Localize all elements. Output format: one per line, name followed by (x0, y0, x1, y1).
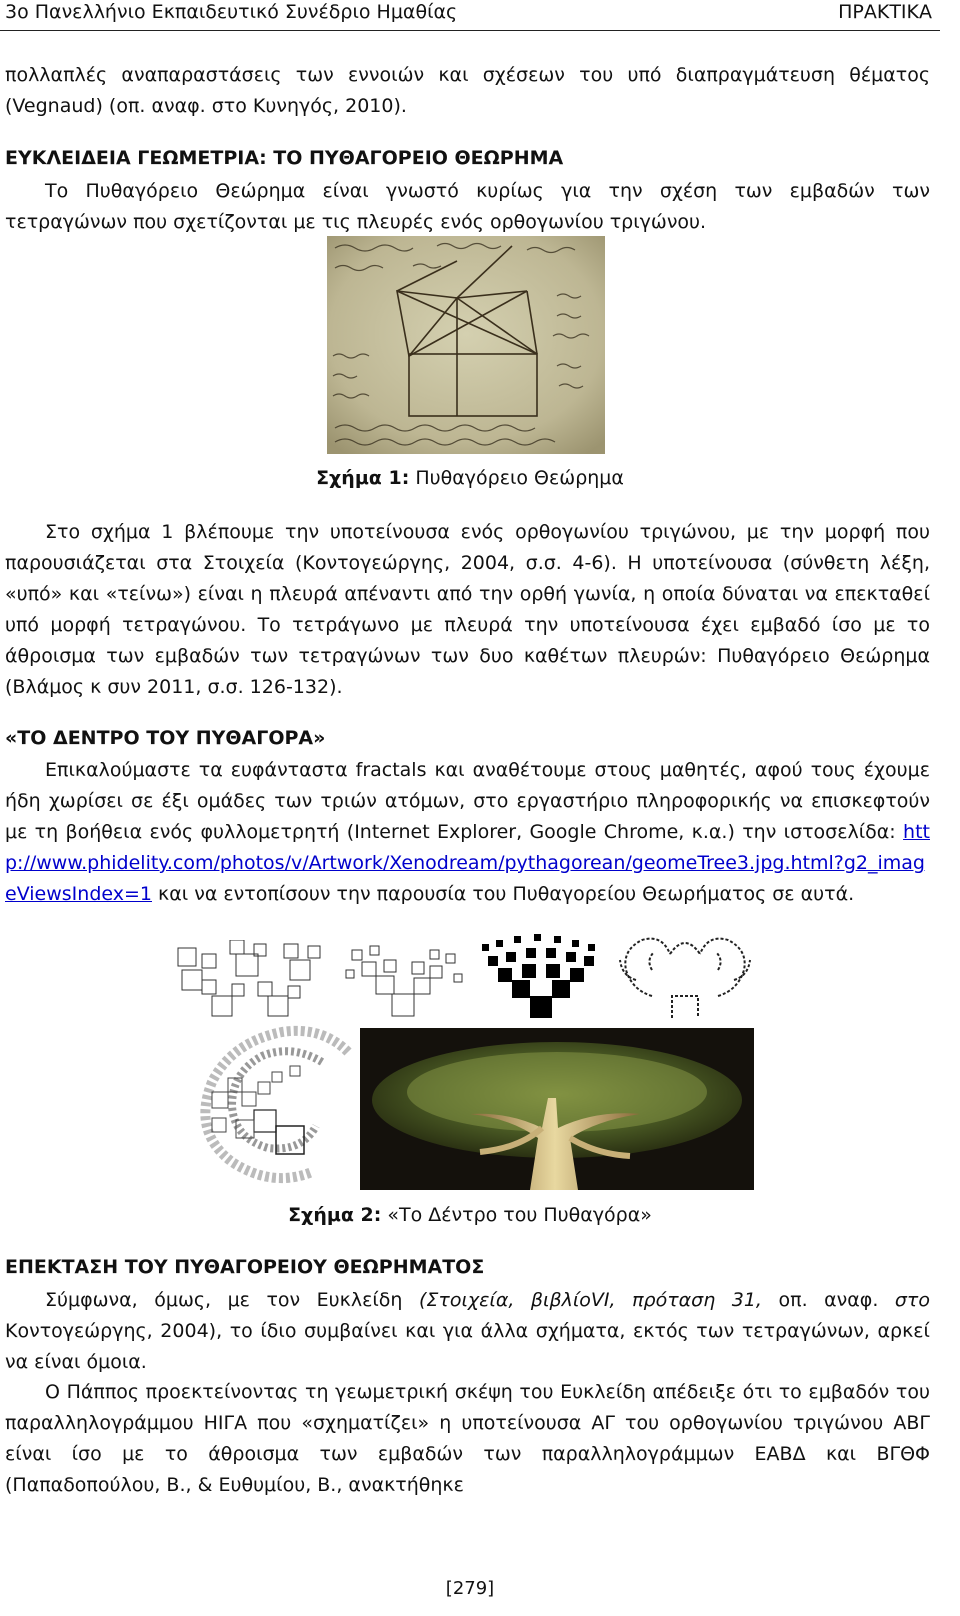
intro-paragraph: πολλαπλές αναπαραστάσεις των εννοιών και σχέσεων του υπό διαπραγμάτευση θέματος (Vegnaud) (οπ. αναφ. στο Κυνηγός, 2010). (5, 64, 930, 117)
figure-2-tree-stage-2 (342, 940, 470, 1018)
figure-2-tree-stage-4-lace (612, 930, 758, 1020)
figure-2-caption-label: Σχήμα 2: (288, 1204, 382, 1226)
figure-2-spiral-fractal (172, 1022, 354, 1192)
figure-2-tree-stage-3-black (478, 930, 606, 1020)
figure-1-caption-label: Σχήμα 1: (316, 467, 410, 489)
pythagorean-intro-paragraph: Το Πυθαγόρειο Θεώρημα είναι γνωστό κυρίως για την σχέση των εμβαδών των τετραγώνων που σχετίζονται με τις πλευρές ενός ορθογωνίου τριγώνου. (5, 180, 930, 233)
euclid-citation-italic: (Στοιχεία, βιβλίοVI, πρόταση 31, (418, 1289, 762, 1311)
figure-2-tree-stage-1 (172, 940, 334, 1018)
proceedings-label: ΠΡΑΚΤΙΚΑ (838, 1, 932, 23)
euclid-citation-italic-2: στο (894, 1289, 930, 1311)
section-heading-pythagoras-tree: «ΤΟ ΔΕΝΤΡΟ ΤΟΥ ΠΥΘΑΓΟΡΑ» (5, 727, 326, 749)
euclid-paragraph-text-3: Κοντογεώργης, 2004), το ίδιο συμβαίνει και για άλλα σχήματα, εκτός των τετραγώνων, αρκεί να είναι όμοια. (5, 1320, 930, 1373)
hypotenuse-paragraph: Στο σχήμα 1 βλέπουμε την υποτείνουσα ενός ορθογωνίου τριγώνου, με την μορφή που παρουσιάζεται στα Στοιχεία (Κοντογεώργης, 2004, σ.σ. 4-6). Η υποτείνουσα (σύνθετη λέξη, «υπό» και «τείνω») είναι η πλευρά απέναντι από την ορθή γωνία, η οποία δύναται να επεκταθεί υπό μορφή τετραγώνου. Το τετράγωνο με πλευρά την υποτείνουσα έχει εμβαδό ίσο με το άθροισμα των εμβαδών των τετραγώνων των δυο καθέτων πλευρών: Πυθαγόρειο Θεώρημα (Βλάμος κ συν 2011, σ.σ. 126-132). (5, 521, 930, 698)
fractals-paragraph-text: Επικαλούμαστε τα ευφάνταστα fractals και αναθέτουμε στους μαθητές, αφού τους έχουμε ήδη χωρίσει σε έξι ομάδες των τριών ατόμων, στο εργαστήριο πληροφορικής να επισκεφτούν με τη βοήθεια ενός φυλλομετρητή (Internet Explorer, Google Chrome, κ.α.) την ιστοσελίδα: (5, 759, 930, 843)
figure-1-manuscript-image (327, 236, 605, 454)
fractals-paragraph (5, 755, 930, 910)
page-number: [279] (445, 1578, 495, 1599)
euclid-paragraph-text-2: οπ. αναφ. (761, 1289, 895, 1311)
euclid-paragraph-text-1: Σύμφωνα, όμως, με τον Ευκλείδη (45, 1289, 419, 1311)
section-heading-euclidean: ΕΥΚΛΕΙΔΕΙΑ ΓΕΩΜΕΤΡΙΑ: ΤΟ ΠΥΘΑΓΟΡΕΙΟ ΘΕΩΡΗΜΑ (5, 147, 564, 169)
page-header (0, 0, 940, 31)
fractals-paragraph-end: και να εντοπίσουν την παρουσία του Πυθαγορείου Θεωρήματος σε αυτά. (152, 883, 855, 905)
phidelity-link[interactable]: http://www.phidelity.com/photos/v/Artwork/Xenodream/pythagorean/geomeTree3.jpg.html?g2_imageViewsIndex=1 (5, 821, 930, 905)
figure-2-caption (0, 1204, 940, 1226)
pappus-paragraph: Ο Πάππος προεκτείνοντας τη γεωμετρική σκέψη του Ευκλείδη απέδειξε ότι το εμβαδόν του παραλληλογράμμου ΗΙΓΑ που «σχηματίζει» η υποτείνουσα ΑΓ του ορθογωνίου τριγώνου ΑΒΓ είναι ίσο με το άθροισμα των εμβαδών των παραλληλογράμμων ΕΑΒΔ και ΒΓΘΦ (Παπαδοπούλου, Β., & Ευθυμίου, Β., ανακτήθηκε (5, 1381, 930, 1496)
section-heading-extension: ΕΠΕΚΤΑΣΗ ΤΟΥ ΠΥΘΑΓΟΡΕΙΟΥ ΘΕΩΡΗΜΑΤΟΣ (5, 1256, 485, 1278)
figure-1-caption-text: Πυθαγόρειο Θεώρημα (409, 467, 624, 489)
figure-2-3d-tree-render (360, 1028, 754, 1190)
conference-title: 3ο Πανελλήνιο Εκπαιδευτικό Συνέδριο Ημαθίας (5, 1, 458, 23)
figure-2-caption-text: «Το Δέντρο του Πυθαγόρα» (381, 1204, 652, 1226)
figure-1-caption (0, 467, 940, 489)
euclid-paragraph (5, 1285, 930, 1378)
